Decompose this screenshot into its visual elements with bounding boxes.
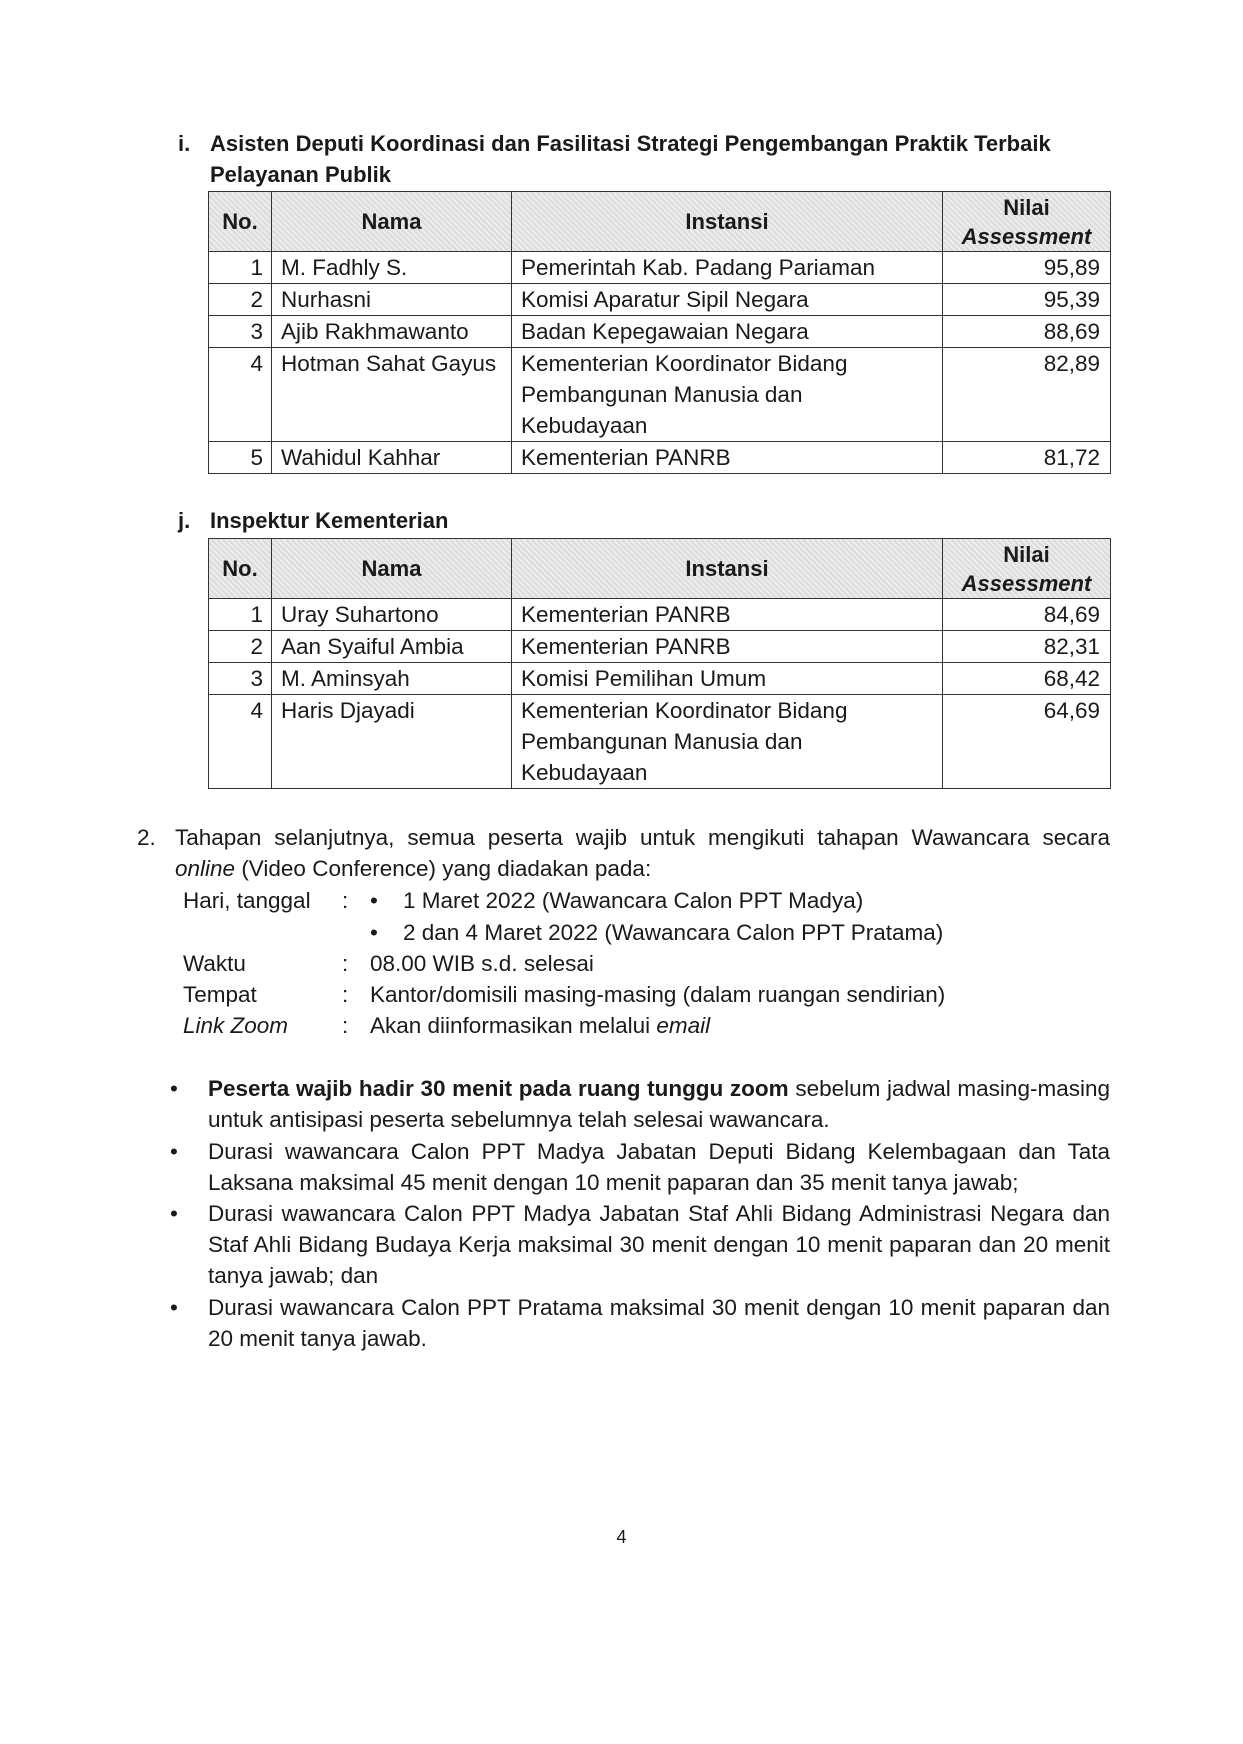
- cell-instansi: Pemerintah Kab. Padang Pariaman: [512, 252, 943, 284]
- cell-nilai: 95,89: [943, 252, 1111, 284]
- online-text: online: [175, 856, 236, 881]
- cell-nama: Aan Syaiful Ambia: [272, 631, 512, 663]
- colon: :: [342, 1013, 349, 1038]
- bullet-icon: •: [170, 1076, 178, 1101]
- cell-nilai: 88,69: [943, 316, 1111, 348]
- section-i-marker: i.: [178, 131, 191, 156]
- cell-nama: Hotman Sahat Gayus: [272, 348, 512, 442]
- cell-nilai: 82,89: [943, 348, 1111, 442]
- hari-item-1: [370, 885, 863, 916]
- bullet-item-3-text: Durasi wawancara Calon PPT Madya Jabatan Staf Ahli Bidang Administrasi Negara dan Staf Ahli Bidang Budaya Kerja maksimal 30 menit dengan 10 menit paparan dan 20 menit tanya jawab; dan: [208, 1201, 1110, 1288]
- bullet-item-1-bold: Peserta wajib hadir 30 menit pada ruang tunggu zoom: [208, 1076, 789, 1101]
- hari-label: Hari, tanggal: [183, 888, 311, 913]
- waktu-value: 08.00 WIB s.d. selesai: [370, 951, 594, 976]
- header-assessment-label: Assessment: [961, 223, 1092, 249]
- cell-nama: M. Fadhly S.: [272, 252, 512, 284]
- cell-nilai: 82,31: [943, 631, 1111, 663]
- table-row: [209, 348, 1111, 442]
- bullet-item-2-text: Durasi wawancara Calon PPT Madya Jabatan Deputi Bidang Kelembagaan dan Tata Laksana maksimal 45 menit dengan 10 menit paparan dan 35 menit tanya jawab;: [208, 1139, 1110, 1195]
- section-j-heading: [178, 505, 1130, 536]
- bullet-item-1-text: [208, 1073, 1110, 1135]
- header-no: No.: [209, 192, 272, 252]
- bullet-item-1: [170, 1073, 1110, 1135]
- cell-instansi: Kementerian PANRB: [512, 442, 943, 474]
- cell-no: 3: [209, 663, 272, 695]
- hari-item-2: [370, 917, 943, 948]
- point-2-line-2-rest: (Video Conference) yang diadakan pada:: [235, 856, 652, 881]
- header-nilai-label: Nilai: [1003, 194, 1050, 220]
- cell-nilai: 84,69: [943, 599, 1111, 631]
- hari-item-2-text: 2 dan 4 Maret 2022 (Wawancara Calon PPT Pratama): [403, 920, 944, 945]
- cell-instansi: Kementerian PANRB: [512, 599, 943, 631]
- table-section-j: [208, 538, 1111, 789]
- bullet-item-4: [170, 1292, 1110, 1354]
- cell-nama: Haris Djayadi: [272, 695, 512, 789]
- page-number: 4: [616, 1527, 627, 1547]
- header-nilai-label: Nilai: [1003, 541, 1050, 567]
- bullet-icon: •: [170, 1139, 178, 1164]
- cell-no: 1: [209, 599, 272, 631]
- bullet-item-3: [170, 1198, 1110, 1291]
- link-zoom-label: Link Zoom: [183, 1013, 289, 1038]
- bullet-icon: •: [170, 1295, 178, 1320]
- cell-nilai: 81,72: [943, 442, 1111, 474]
- header-nama: Nama: [272, 192, 512, 252]
- email-text: email: [656, 1013, 711, 1038]
- cell-nama: M. Aminsyah: [272, 663, 512, 695]
- cell-instansi: Badan Kepegawaian Negara: [512, 316, 943, 348]
- cell-no: 2: [209, 284, 272, 316]
- point-2-line-1: Tahapan selanjutnya, semua peserta wajib untuk mengikuti tahapan Wawancara secara: [175, 825, 1110, 850]
- cell-no: 1: [209, 252, 272, 284]
- waktu-label: Waktu: [183, 951, 246, 976]
- table-row: [209, 316, 1111, 348]
- table-row: [209, 442, 1111, 474]
- header-nama: Nama: [272, 539, 512, 599]
- cell-no: 4: [209, 695, 272, 789]
- header-no: No.: [209, 539, 272, 599]
- table-section-i: [208, 191, 1111, 474]
- table-row: [209, 631, 1111, 663]
- cell-nama: Ajib Rakhmawanto: [272, 316, 512, 348]
- header-instansi: Instansi: [512, 192, 943, 252]
- header-assessment-label: Assessment: [961, 570, 1092, 596]
- cell-no: 4: [209, 348, 272, 442]
- cell-no: 3: [209, 316, 272, 348]
- cell-instansi: Kementerian Koordinator Bidang Pembangunan Manusia dan Kebudayaan: [512, 695, 943, 789]
- cell-no: 2: [209, 631, 272, 663]
- cell-nilai: 64,69: [943, 695, 1111, 789]
- bullet-icon: •: [170, 1201, 178, 1226]
- section-j-marker: j.: [178, 508, 191, 533]
- header-instansi: Instansi: [512, 539, 943, 599]
- bullet-item-4-text: Durasi wawancara Calon PPT Pratama maksimal 30 menit dengan 10 menit paparan dan 20 menit tanya jawab.: [208, 1295, 1110, 1351]
- section-j-title: Inspektur Kementerian: [210, 508, 449, 533]
- table-row: [209, 252, 1111, 284]
- table-row: [209, 284, 1111, 316]
- cell-nama: Nurhasni: [272, 284, 512, 316]
- colon: :: [342, 982, 349, 1007]
- link-zoom-value: [370, 1010, 710, 1041]
- section-i-heading: [178, 128, 1130, 190]
- cell-nama: Wahidul Kahhar: [272, 442, 512, 474]
- cell-instansi: Komisi Pemilihan Umum: [512, 663, 943, 695]
- colon: :: [342, 888, 349, 913]
- point-2-number: 2.: [137, 825, 156, 850]
- bullet-icon: •: [370, 920, 378, 945]
- section-i-title: Asisten Deputi Koordinasi dan Fasilitasi Strategi Pengembangan Praktik Terbaik Pelayanan Publik: [210, 131, 1051, 187]
- table-row: [209, 695, 1111, 789]
- cell-nilai: 68,42: [943, 663, 1111, 695]
- bullet-item-1-rest: sebelum jadwal masing-masing untuk antisipasi peserta sebelumnya telah selesai wawancara.: [208, 1076, 1110, 1132]
- hari-item-1-text: 1 Maret 2022 (Wawancara Calon PPT Madya): [403, 888, 864, 913]
- table-row: [209, 599, 1111, 631]
- tempat-value: Kantor/domisili masing-masing (dalam ruangan sendirian): [370, 982, 946, 1007]
- header-nilai: [943, 539, 1111, 599]
- cell-instansi: Kementerian PANRB: [512, 631, 943, 663]
- cell-instansi: Kementerian Koordinator Bidang Pembangunan Manusia dan Kebudayaan: [512, 348, 943, 442]
- bullet-icon: •: [370, 888, 378, 913]
- cell-nama: Uray Suhartono: [272, 599, 512, 631]
- colon: :: [342, 951, 349, 976]
- point-2-line-2: [175, 853, 651, 884]
- header-nilai: [943, 192, 1111, 252]
- tempat-label: Tempat: [183, 982, 257, 1007]
- cell-instansi: Komisi Aparatur Sipil Negara: [512, 284, 943, 316]
- link-zoom-text: Akan diinformasikan melalui: [370, 1013, 657, 1038]
- cell-nilai: 95,39: [943, 284, 1111, 316]
- bullet-item-2: [170, 1136, 1110, 1198]
- table-row: [209, 663, 1111, 695]
- cell-no: 5: [209, 442, 272, 474]
